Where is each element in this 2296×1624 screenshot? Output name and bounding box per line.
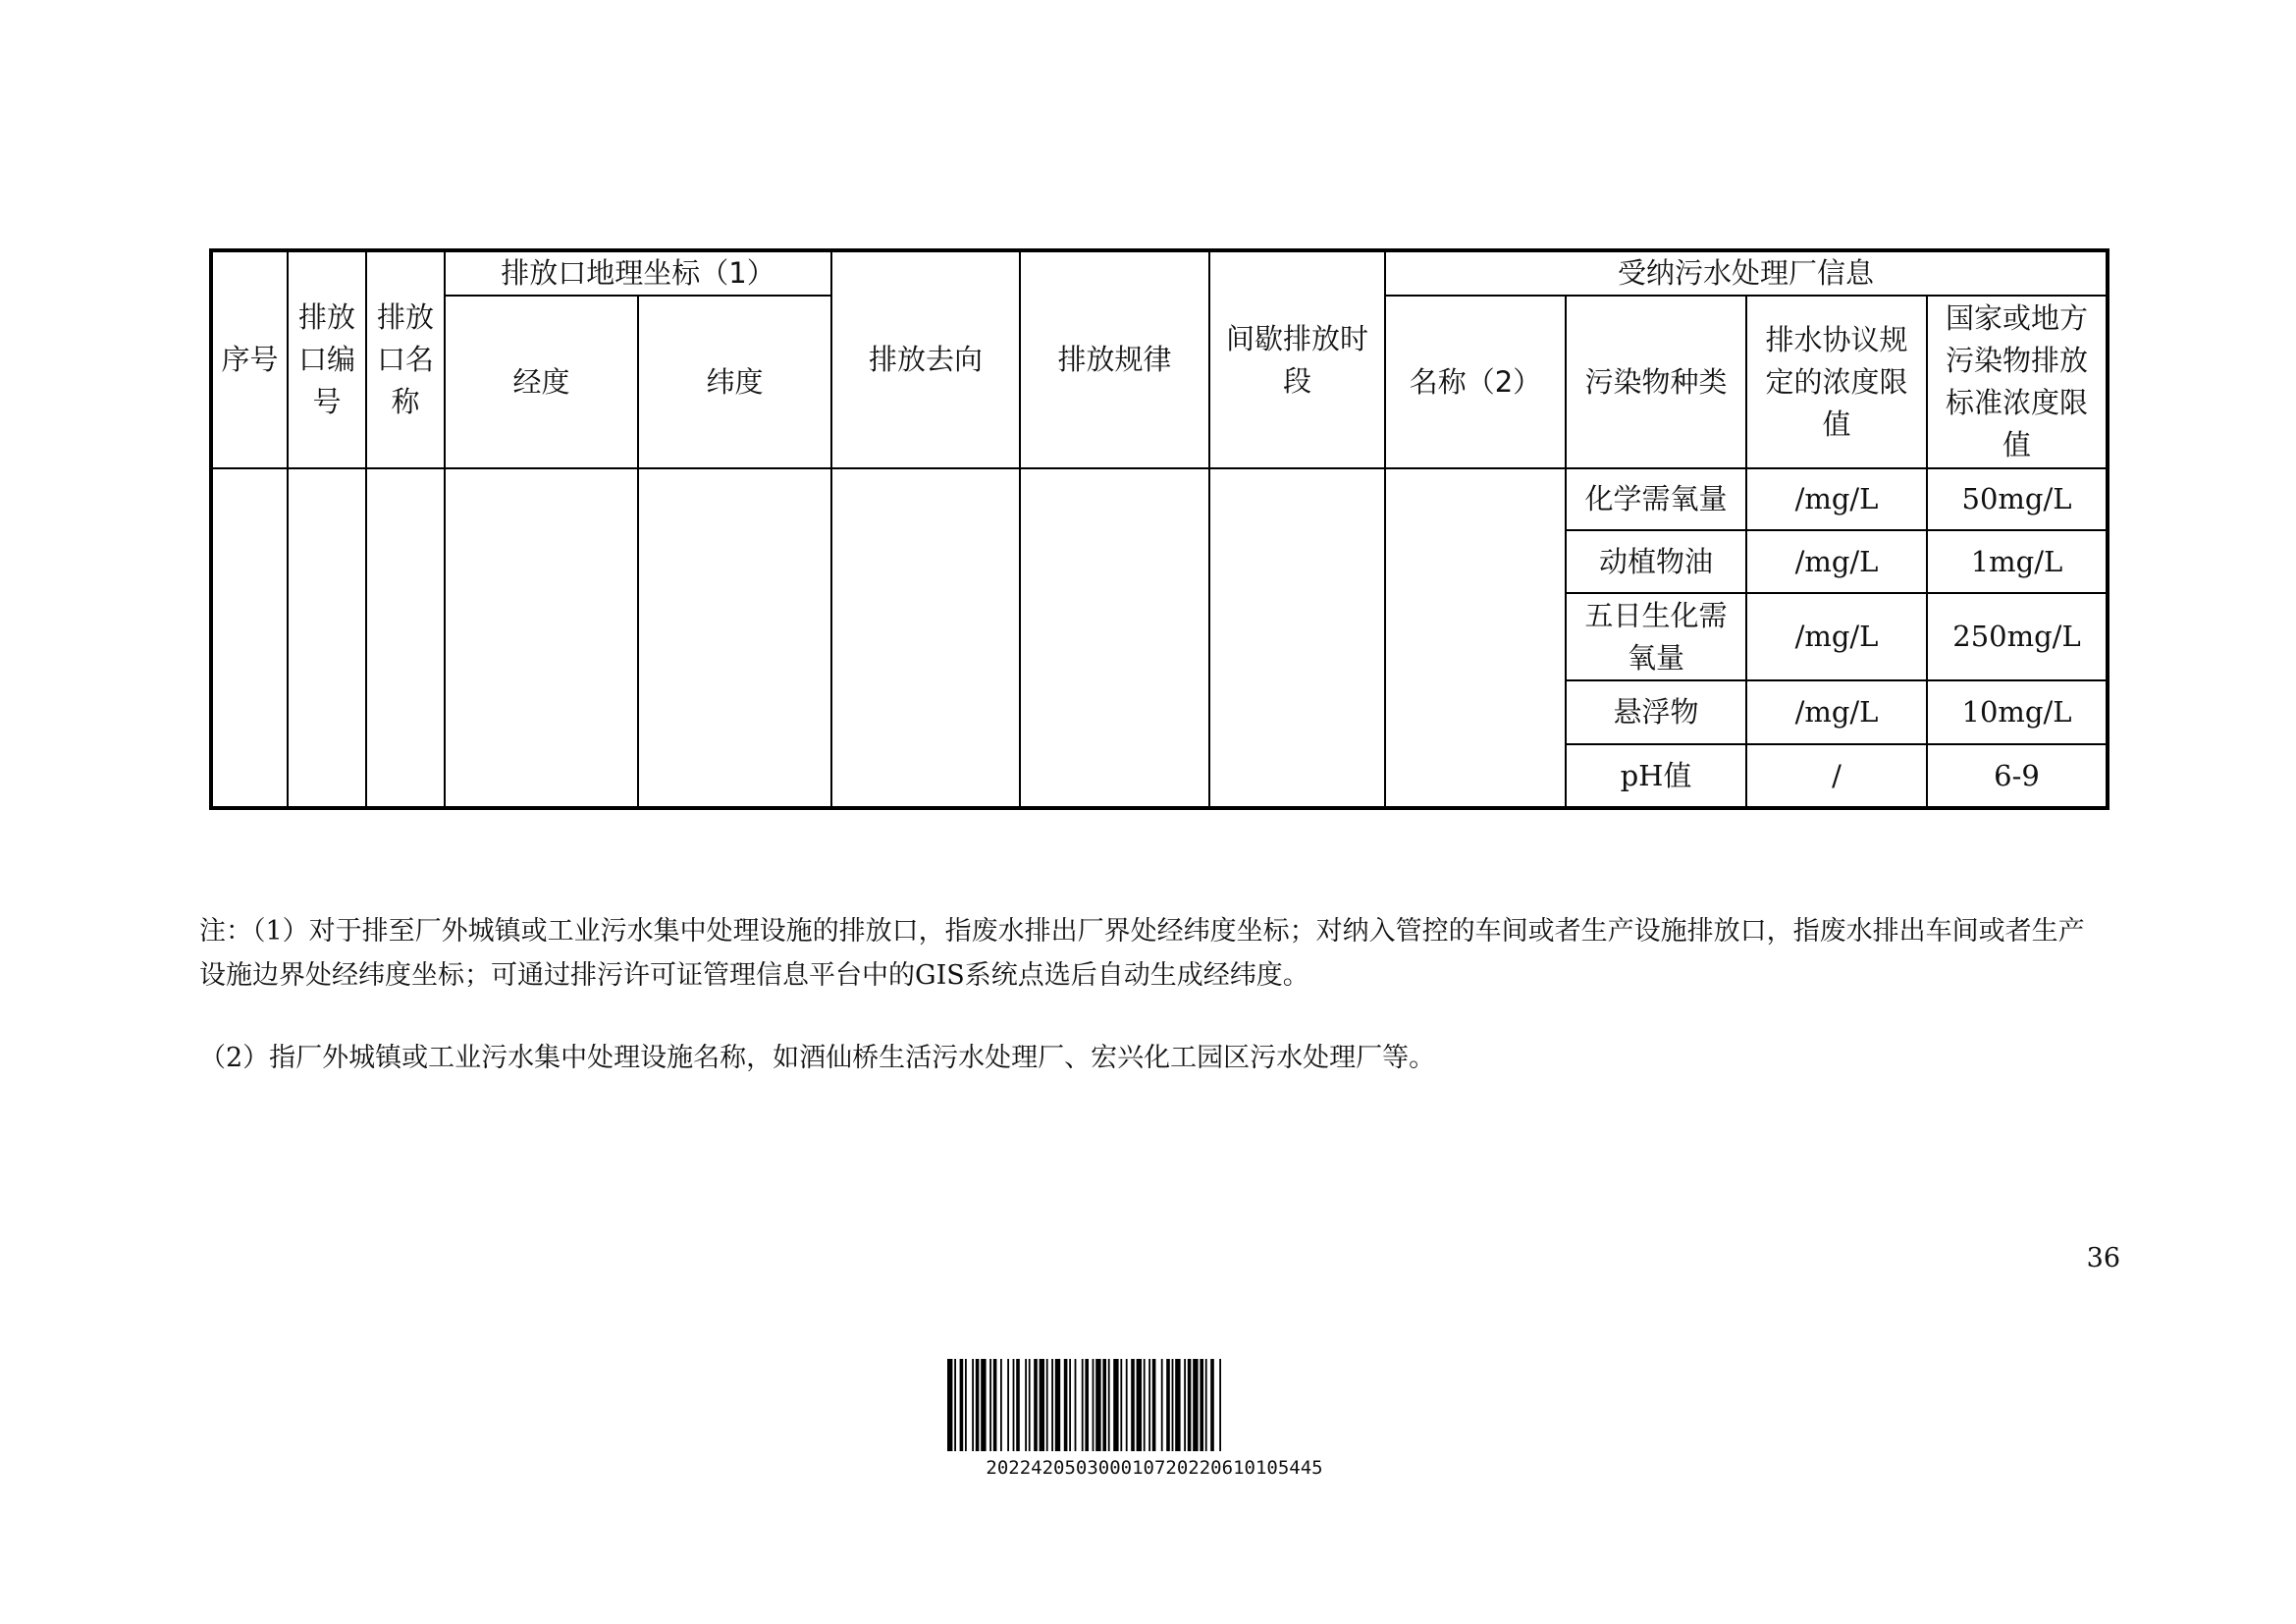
header-standard-limit: 国家或地方污染物排放标准浓度限值 <box>1927 296 2108 468</box>
pollutant-name: 悬浮物 <box>1566 680 1746 744</box>
barcode-bar <box>1193 1359 1198 1451</box>
discharge-outlet-table <box>209 248 2109 810</box>
barcode-image <box>947 1359 1362 1451</box>
header-latitude: 纬度 <box>638 296 831 468</box>
standard-limit-value: 250mg/L <box>1927 593 2108 680</box>
barcode-bar <box>1055 1359 1060 1451</box>
barcode-bar <box>1025 1359 1027 1451</box>
pollutant-name: pH值 <box>1566 744 1746 808</box>
footnote-2: （2）指厂外城镇或工业污水集中处理设施名称，如酒仙桥生活污水处理厂、宏兴化工园区污水处理厂等。 <box>199 1043 1436 1073</box>
barcode-bar <box>1034 1359 1038 1451</box>
header-outlet-no: 排放口编号 <box>288 250 366 468</box>
header-seq: 序号 <box>211 250 288 468</box>
barcode-bar <box>1205 1359 1207 1451</box>
barcode-bar <box>1148 1359 1150 1451</box>
header-plant-name: 名称（2） <box>1385 296 1566 468</box>
barcode-bar <box>1075 1359 1077 1451</box>
barcode-bar <box>1102 1359 1106 1451</box>
header-pollutant: 污染物种类 <box>1566 296 1746 468</box>
header-coords-group: 排放口地理坐标（1） <box>445 250 831 296</box>
header-outlet-name: 排放口名称 <box>366 250 445 468</box>
agreement-limit-value: /mg/L <box>1746 530 1927 593</box>
barcode-bar <box>1051 1359 1053 1451</box>
cell-destination <box>831 468 1020 808</box>
cell-latitude <box>638 468 831 808</box>
cell-pattern <box>1020 468 1209 808</box>
barcode-bar <box>954 1359 956 1451</box>
barcode-bar <box>1046 1359 1048 1451</box>
barcode-bar <box>1161 1359 1163 1451</box>
barcode-bar <box>1085 1359 1089 1451</box>
barcode-bar <box>1166 1359 1170 1451</box>
header-longitude: 经度 <box>445 296 638 468</box>
barcode-bar <box>972 1359 974 1451</box>
standard-limit-value: 50mg/L <box>1927 468 2108 530</box>
barcode-bar <box>1113 1359 1118 1451</box>
header-plant-group: 受纳污水处理厂信息 <box>1385 250 2108 296</box>
standard-limit-value: 6-9 <box>1927 744 2108 808</box>
barcode-bar <box>1184 1359 1186 1451</box>
barcode-bar <box>1219 1359 1221 1451</box>
barcode-bar <box>1175 1359 1180 1451</box>
barcode-bar <box>1040 1359 1044 1451</box>
barcode-bar <box>1007 1359 1009 1451</box>
barcode-bar <box>947 1359 952 1451</box>
barcode-bar <box>965 1359 967 1451</box>
header-pattern: 排放规律 <box>1020 250 1209 468</box>
page-number: 36 <box>2086 1243 2120 1273</box>
barcode-bar <box>989 1359 991 1451</box>
barcode-bar <box>1126 1359 1128 1451</box>
barcode-bar <box>1069 1359 1071 1451</box>
barcode-bar <box>1131 1359 1135 1451</box>
pollutant-name: 化学需氧量 <box>1566 468 1746 530</box>
barcode-bar <box>1144 1359 1146 1451</box>
agreement-limit-value: /mg/L <box>1746 468 1927 530</box>
standard-limit-value: 10mg/L <box>1927 680 2108 744</box>
barcode-bar <box>1172 1359 1174 1451</box>
barcode-bar <box>1016 1359 1020 1451</box>
cell-outlet-name <box>366 468 445 808</box>
barcode-bar <box>1137 1359 1142 1451</box>
header-agreement-limit: 排水协议规定的浓度限值 <box>1746 296 1927 468</box>
barcode-bar <box>1029 1359 1031 1451</box>
standard-limit-value: 1mg/L <box>1927 530 2108 593</box>
barcode-bar <box>1120 1359 1122 1451</box>
agreement-limit-value: / <box>1746 744 1927 808</box>
pollutant-name: 五日生化需氧量 <box>1566 593 1746 680</box>
barcode-bar <box>960 1359 964 1451</box>
barcode-bar <box>1200 1359 1203 1451</box>
barcode-bar <box>1152 1359 1156 1451</box>
barcode-bar <box>976 1359 980 1451</box>
barcode-bar <box>1095 1359 1100 1451</box>
cell-intermittent <box>1209 468 1385 808</box>
barcode-bar <box>1000 1359 1002 1451</box>
header-destination: 排放去向 <box>831 250 1020 468</box>
cell-longitude <box>445 468 638 808</box>
barcode-bar <box>1064 1359 1068 1451</box>
agreement-limit-value: /mg/L <box>1746 680 1927 744</box>
agreement-limit-value: /mg/L <box>1746 593 1927 680</box>
barcode-number: 20224205030001072022061010544​5 <box>986 1457 1323 1479</box>
barcode-bar <box>993 1359 997 1451</box>
cell-plant-name <box>1385 468 1566 808</box>
barcode-bar <box>1013 1359 1015 1451</box>
barcode-bar <box>1210 1359 1214 1451</box>
barcode-bar <box>1108 1359 1110 1451</box>
barcode-bar <box>1093 1359 1095 1451</box>
header-intermittent: 间歇排放时段 <box>1209 250 1385 468</box>
pollutant-name: 动植物油 <box>1566 530 1746 593</box>
barcode-bar <box>981 1359 986 1451</box>
barcode-bar <box>1082 1359 1084 1451</box>
cell-seq <box>211 468 288 808</box>
footnote-1: 注：（1）对于排至厂外城镇或工业污水集中处理设施的排放口，指废水排出厂界处经纬度坐标；对纳入管控的车间或者生产设施排放口，指废水排出车间或者生产设施边界处经纬度坐标；可通过排污许可证管理信息平台中的GIS系统点选后自动生成经纬度。 <box>199 916 2085 991</box>
barcode-bar <box>1188 1359 1192 1451</box>
cell-outlet-no <box>288 468 366 808</box>
